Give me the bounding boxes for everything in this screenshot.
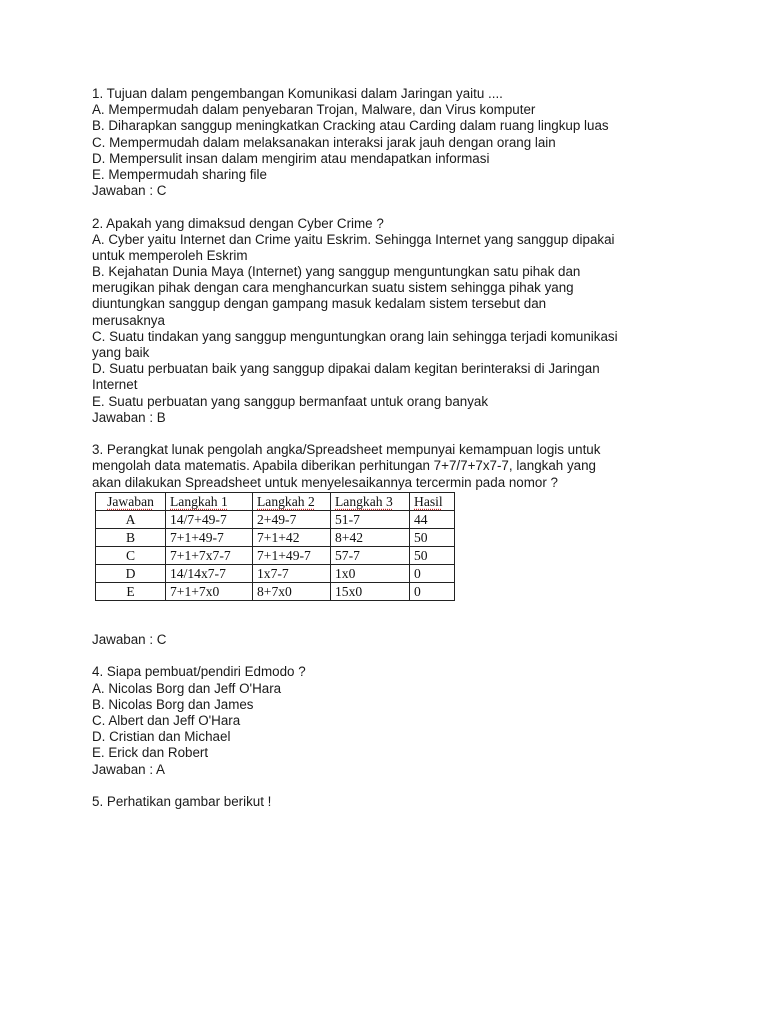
- header-jawaban: Jawaban: [96, 493, 166, 511]
- blank-line: [92, 199, 692, 215]
- blank-line: [92, 648, 692, 664]
- text-line: merugikan pihak dengan cara menghancurkan suatu sistem sehingga pihak yang: [92, 280, 574, 296]
- text-line: C. Suatu tindakan yang sanggup menguntungkan orang lain sehingga terjadi komunikasi: [92, 328, 618, 344]
- text-line: A. Nicolas Borg dan Jeff O'Hara: [92, 680, 282, 696]
- text-line: mengolah data matematis. Apabila diberikan perhitungan 7+7/7+7x7-7, langkah yang: [92, 458, 596, 474]
- text-line: D. Suatu perbuatan baik yang sanggup dipakai dalam kegitan berinteraksi di Jaringan: [92, 361, 600, 377]
- table-row: [96, 583, 455, 601]
- table-cell: 0: [410, 565, 455, 583]
- option-cell: C: [96, 547, 166, 565]
- table-cell: 14/7+49-7: [166, 511, 253, 529]
- header-hasil: Hasil: [410, 493, 455, 511]
- table-header-row: [96, 493, 455, 511]
- table-cell: 50: [410, 529, 455, 547]
- text-line: Internet: [92, 377, 138, 393]
- table-cell: 7+1+7x0: [166, 583, 253, 601]
- text-line: D. Mempersulit insan dalam mengirim atau mendapatkan informasi: [92, 150, 490, 166]
- text-line: E. Mempermudah sharing file: [92, 166, 267, 182]
- text-line: 3. Perangkat lunak pengolah angka/Spreadsheet mempunyai kemampuan logis untuk: [92, 442, 601, 458]
- table-cell: 57-7: [331, 547, 410, 565]
- table-cell: 15x0: [331, 583, 410, 601]
- table-cell: 7+1+7x7-7: [166, 547, 253, 565]
- table-cell: 7+1+49-7: [166, 529, 253, 547]
- table-row: [96, 511, 455, 529]
- option-cell: D: [96, 565, 166, 583]
- table-cell: 1x7-7: [253, 565, 331, 583]
- table-cell: 44: [410, 511, 455, 529]
- text-line: 2. Apakah yang dimaksud dengan Cyber Crime ?: [92, 215, 384, 231]
- table-cell: 8+42: [331, 529, 410, 547]
- table-cell: 1x0: [331, 565, 410, 583]
- table-cell: 7+1+42: [253, 529, 331, 547]
- text-line: untuk memperoleh Eskrim: [92, 247, 248, 263]
- text-block-questions-1-3: [92, 86, 692, 491]
- table-cell: 50: [410, 547, 455, 565]
- text-line: B. Kejahatan Dunia Maya (Internet) yang sanggup menguntungkan satu pihak dan: [92, 264, 581, 280]
- text-line: E. Suatu perbuatan yang sanggup bermanfaat untuk orang banyak: [92, 393, 489, 409]
- text-line: akan dilakukan Spreadsheet untuk menyelesaikannya tercermin pada nomor ?: [92, 474, 558, 490]
- text-line: C. Albert dan Jeff O'Hara: [92, 712, 241, 728]
- table-row: [96, 529, 455, 547]
- text-line: Jawaban : C: [92, 632, 167, 647]
- table-cell: 2+49-7: [253, 511, 331, 529]
- text-line: Jawaban : A: [92, 761, 165, 777]
- calculation-steps-table: [95, 492, 455, 601]
- text-line: D. Cristian dan Michael: [92, 729, 231, 745]
- text-line: 5. Perhatikan gambar berikut !: [92, 793, 272, 809]
- text-line: Jawaban : C: [92, 183, 167, 199]
- table-cell: 14/14x7-7: [166, 565, 253, 583]
- header-langkah-2: Langkah 2: [253, 493, 331, 511]
- option-cell: E: [96, 583, 166, 601]
- header-langkah-1: Langkah 1: [166, 493, 253, 511]
- text-line: B. Nicolas Borg dan James: [92, 696, 254, 712]
- text-line: 4. Siapa pembuat/pendiri Edmodo ?: [92, 664, 306, 680]
- table-row: [96, 565, 455, 583]
- text-line: A. Cyber yaitu Internet dan Crime yaitu Eskrim. Sehingga Internet yang sanggup dipakai: [92, 231, 615, 247]
- table-cell: 8+7x0: [253, 583, 331, 601]
- text-line: B. Diharapkan sanggup meningkatkan Cracking atau Carding dalam ruang lingkup luas: [92, 118, 609, 134]
- blank-line: [92, 778, 692, 794]
- table-cell: 7+1+49-7: [253, 547, 331, 565]
- text-line: Jawaban : B: [92, 409, 166, 425]
- text-block-questions-3-5: [92, 632, 692, 810]
- option-cell: A: [96, 511, 166, 529]
- text-line: merusaknya: [92, 312, 165, 328]
- option-cell: B: [96, 529, 166, 547]
- text-line: C. Mempermudah dalam melaksanakan interaksi jarak jauh dengan orang lain: [92, 134, 556, 150]
- text-line: diuntungkan sanggup dengan gampang masuk kedalam sistem tersebut dan: [92, 296, 547, 312]
- text-line: A. Mempermudah dalam penyebaran Trojan, Malware, dan Virus komputer: [92, 102, 536, 118]
- text-line: yang baik: [92, 345, 150, 360]
- header-langkah-3: Langkah 3: [331, 493, 410, 511]
- blank-line: [92, 426, 692, 442]
- text-line: 1. Tujuan dalam pengembangan Komunikasi dalam Jaringan yaitu ....: [92, 86, 503, 101]
- table-cell: 0: [410, 583, 455, 601]
- table-cell: 51-7: [331, 511, 410, 529]
- table-row: [96, 547, 455, 565]
- text-line: E. Erick dan Robert: [92, 745, 209, 761]
